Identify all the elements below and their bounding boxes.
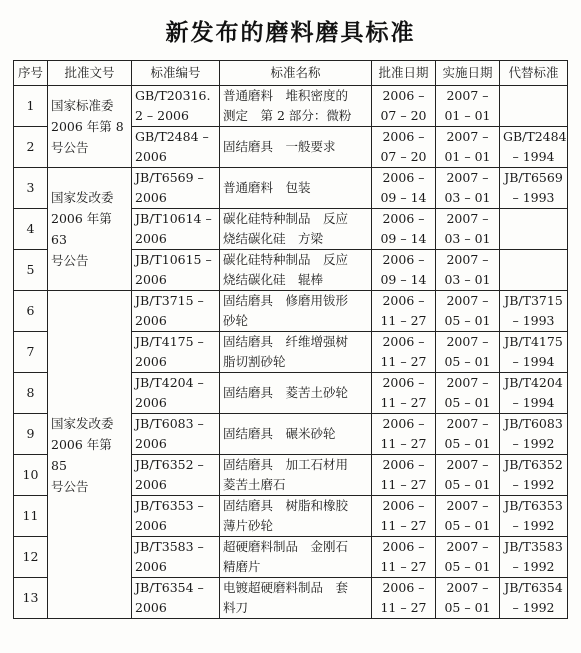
row-seq: 13 (14, 578, 48, 619)
standard-name: 固结磨具 一般要求 (220, 127, 372, 168)
standard-code: JB/T4175 – 2006 (132, 332, 220, 373)
header-approve-date: 批准日期 (372, 61, 436, 86)
standard-name: 固结磨具 加工石材用 菱苦土磨石 (220, 455, 372, 496)
standard-name: 固结磨具 碾米砂轮 (220, 414, 372, 455)
standard-code: GB/T20316. 2 – 2006 (132, 86, 220, 127)
approve-date: 2006 – 11 – 27 (372, 291, 436, 332)
approval-doc-group: 国家发改委 2006 年第 63 号公告 (48, 168, 132, 291)
header-doc: 批准文号 (48, 61, 132, 86)
header-name: 标准名称 (220, 61, 372, 86)
standard-name: 固结磨具 修磨用钹形 砂轮 (220, 291, 372, 332)
effective-date: 2007 – 05 – 01 (436, 332, 500, 373)
replaces-standard: JB/T3715 – 1993 (500, 291, 568, 332)
approval-doc-group: 国家发改委 2006 年第 85 号公告 (48, 291, 132, 619)
replaces-standard: JB/T6352 – 1992 (500, 455, 568, 496)
row-seq: 10 (14, 455, 48, 496)
approve-date: 2006 – 11 – 27 (372, 496, 436, 537)
replaces-standard (500, 86, 568, 127)
page-title: 新发布的磨料磨具标准 (165, 19, 416, 46)
replaces-standard: JB/T6353 – 1992 (500, 496, 568, 537)
standard-name: 普通磨料 包装 (220, 168, 372, 209)
effective-date: 2007 – 05 – 01 (436, 578, 500, 619)
effective-date: 2007 – 05 – 01 (436, 537, 500, 578)
row-seq: 12 (14, 537, 48, 578)
approve-date: 2006 – 07 – 20 (372, 86, 436, 127)
row-seq: 3 (14, 168, 48, 209)
replaces-standard: JB/T4175 – 1994 (500, 332, 568, 373)
header-row (14, 61, 568, 86)
standard-name: 普通磨料 堆积密度的 测定 第 2 部分：微粉 (220, 86, 372, 127)
row-seq: 2 (14, 127, 48, 168)
header-code: 标准编号 (132, 61, 220, 86)
approve-date: 2006 – 09 – 14 (372, 209, 436, 250)
standard-code: JB/T6354 – 2006 (132, 578, 220, 619)
approve-date: 2006 – 11 – 27 (372, 414, 436, 455)
standards-table (13, 60, 568, 619)
standard-name: 超硬磨料制品 金刚石 精磨片 (220, 537, 372, 578)
row-seq: 5 (14, 250, 48, 291)
effective-date: 2007 – 05 – 01 (436, 414, 500, 455)
standard-code: JB/T4204 – 2006 (132, 373, 220, 414)
effective-date: 2007 – 05 – 01 (436, 496, 500, 537)
row-seq: 7 (14, 332, 48, 373)
effective-date: 2007 – 05 – 01 (436, 373, 500, 414)
standard-name: 碳化硅特种制品 反应 烧结碳化硅 方梁 (220, 209, 372, 250)
table-row (14, 86, 568, 127)
effective-date: 2007 – 01 – 01 (436, 86, 500, 127)
standard-name: 固结磨具 菱苦土砂轮 (220, 373, 372, 414)
standard-code: JB/T6083 – 2006 (132, 414, 220, 455)
row-seq: 11 (14, 496, 48, 537)
standard-code: JB/T6352 – 2006 (132, 455, 220, 496)
table-row (14, 168, 568, 209)
table-row (14, 291, 568, 332)
standard-name: 固结磨具 纤维增强树 脂切割砂轮 (220, 332, 372, 373)
effective-date: 2007 – 03 – 01 (436, 250, 500, 291)
standard-code: JB/T3583 – 2006 (132, 537, 220, 578)
standard-code: JB/T6569 – 2006 (132, 168, 220, 209)
replaces-standard: JB/T4204 – 1994 (500, 373, 568, 414)
row-seq: 6 (14, 291, 48, 332)
row-seq: 1 (14, 86, 48, 127)
header-effective-date: 实施日期 (436, 61, 500, 86)
standard-name: 碳化硅特种制品 反应 烧结碳化硅 辊棒 (220, 250, 372, 291)
replaces-standard (500, 250, 568, 291)
approve-date: 2006 – 11 – 27 (372, 578, 436, 619)
replaces-standard: JB/T6083 – 1992 (500, 414, 568, 455)
standard-code: GB/T2484 – 2006 (132, 127, 220, 168)
standard-code: JB/T6353 – 2006 (132, 496, 220, 537)
approve-date: 2006 – 11 – 27 (372, 455, 436, 496)
row-seq: 8 (14, 373, 48, 414)
approve-date: 2006 – 07 – 20 (372, 127, 436, 168)
replaces-standard: JB/T6354 – 1992 (500, 578, 568, 619)
standard-name: 固结磨具 树脂和橡胶 薄片砂轮 (220, 496, 372, 537)
header-seq: 序号 (14, 61, 48, 86)
header-replaces: 代替标准 (500, 61, 568, 86)
replaces-standard: JB/T3583 – 1992 (500, 537, 568, 578)
effective-date: 2007 – 05 – 01 (436, 455, 500, 496)
replaces-standard (500, 209, 568, 250)
row-seq: 4 (14, 209, 48, 250)
standard-code: JB/T10615 – 2006 (132, 250, 220, 291)
standard-code: JB/T10614 – 2006 (132, 209, 220, 250)
approve-date: 2006 – 09 – 14 (372, 168, 436, 209)
effective-date: 2007 – 03 – 01 (436, 168, 500, 209)
approve-date: 2006 – 11 – 27 (372, 373, 436, 414)
approval-doc-group: 国家标准委 2006 年第 8 号公告 (48, 86, 132, 168)
standard-code: JB/T3715 – 2006 (132, 291, 220, 332)
replaces-standard: JB/T6569 – 1993 (500, 168, 568, 209)
standard-name: 电镀超硬磨料制品 套 料刀 (220, 578, 372, 619)
row-seq: 9 (14, 414, 48, 455)
effective-date: 2007 – 03 – 01 (436, 209, 500, 250)
effective-date: 2007 – 01 – 01 (436, 127, 500, 168)
approve-date: 2006 – 11 – 27 (372, 332, 436, 373)
approve-date: 2006 – 09 – 14 (372, 250, 436, 291)
effective-date: 2007 – 05 – 01 (436, 291, 500, 332)
approve-date: 2006 – 11 – 27 (372, 537, 436, 578)
replaces-standard: GB/T2484 – 1994 (500, 127, 568, 168)
